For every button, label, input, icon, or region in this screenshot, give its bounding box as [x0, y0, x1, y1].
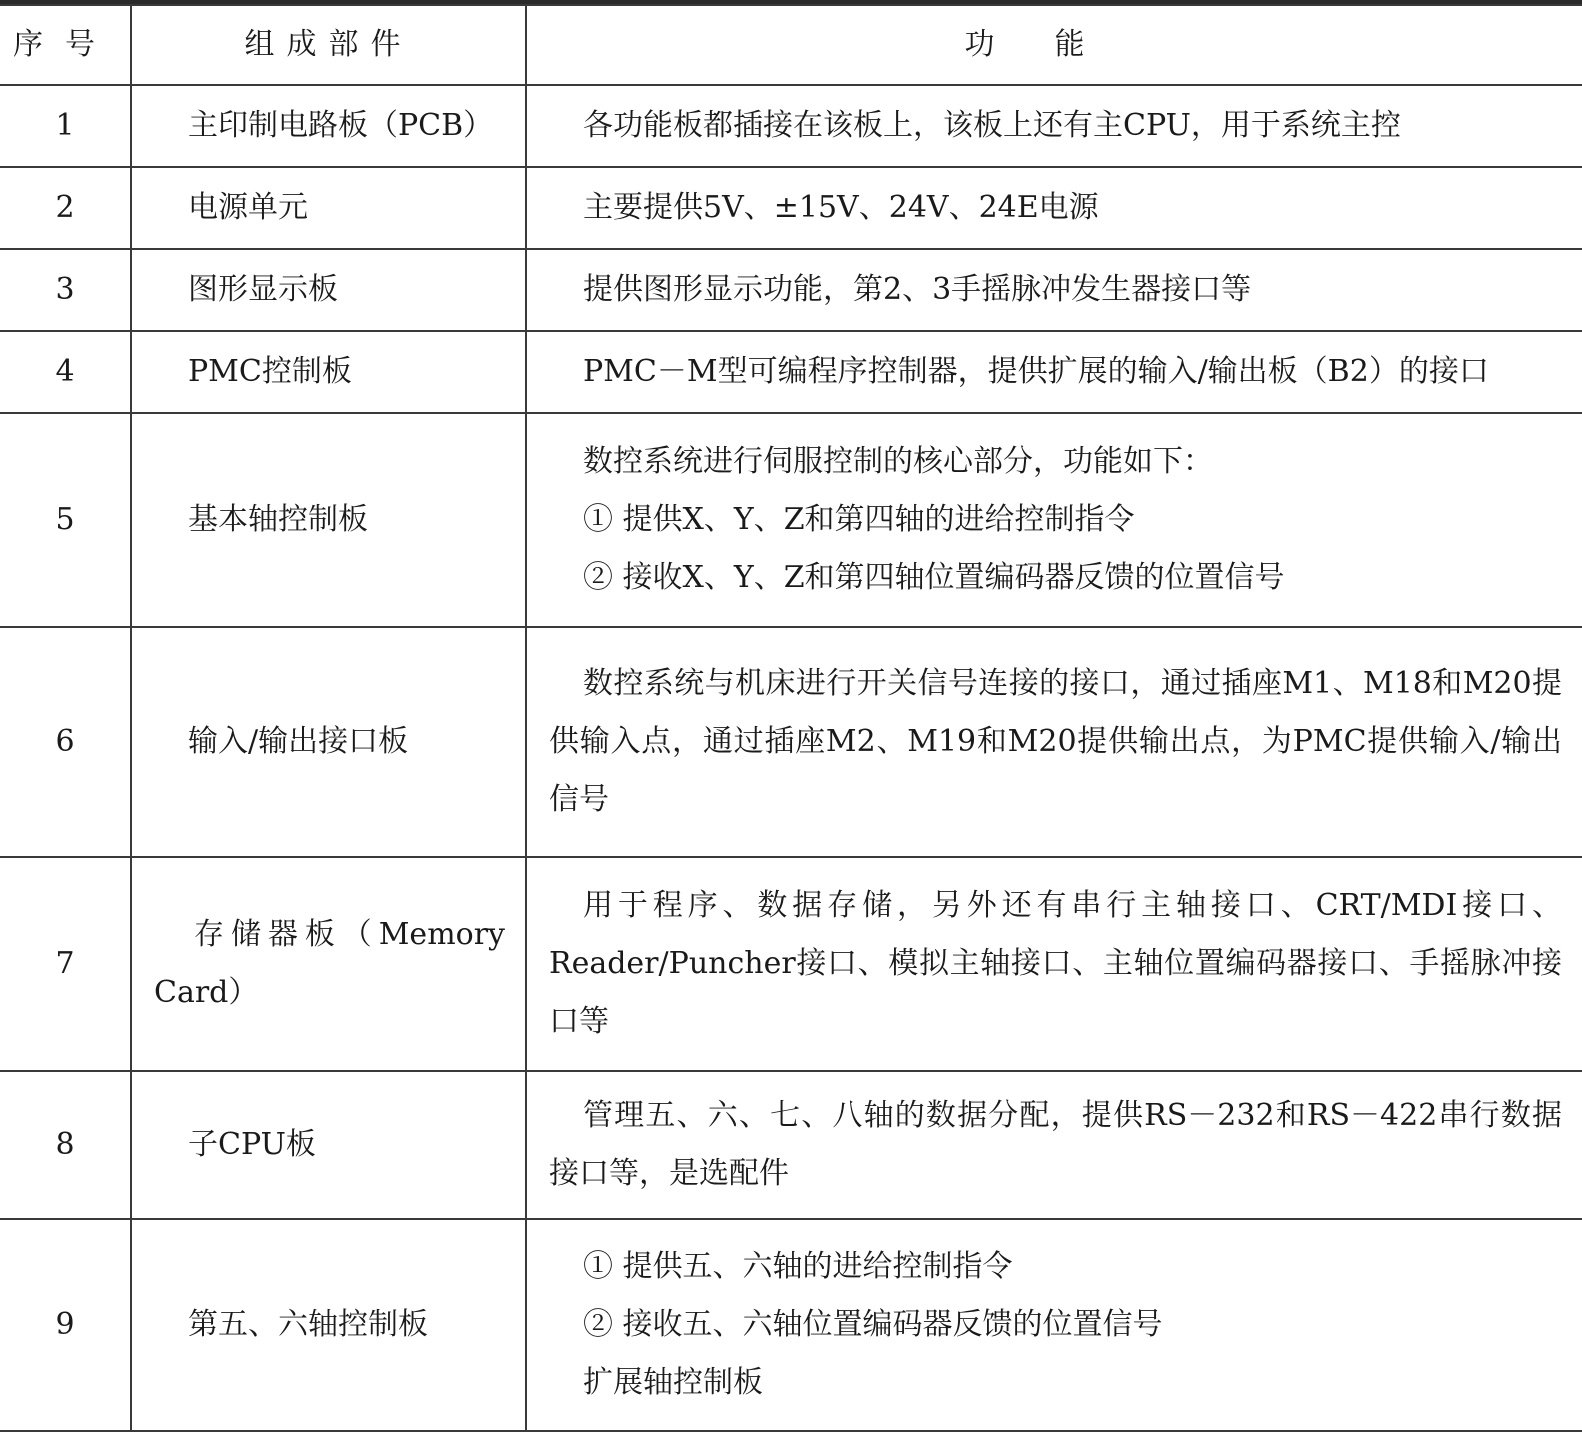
function-text: [527, 433, 1582, 607]
function-line: 数控系统进行伺服控制的核心部分，功能如下：: [583, 444, 1213, 479]
row-no: 6: [0, 627, 131, 857]
function-text: [527, 1238, 1582, 1412]
function-line: ① 提供X、Y、Z和第四轴的进给控制指令: [583, 502, 1135, 537]
row-function: [526, 627, 1582, 857]
row-no: 7: [0, 857, 131, 1071]
function-line: ② 接收X、Y、Z和第四轴位置编码器反馈的位置信号: [583, 560, 1285, 595]
row-part: [131, 857, 526, 1071]
row-no: 8: [0, 1071, 131, 1219]
row-function: [526, 1071, 1582, 1219]
function-text: 提供图形显示功能，第2、3手摇脉冲发生器接口等: [583, 272, 1252, 307]
part-label: 图形显示板: [188, 272, 338, 307]
function-text: 数控系统与机床进行开关信号连接的接口，通过插座M1、M18和M20提供输入点，通过插座M2、M19和M20提供输出点，为PMC提供输入/输出信号: [549, 666, 1562, 817]
row-no: 9: [0, 1219, 131, 1431]
function-text: 管理五、六、七、八轴的数据分配，提供RS－232和RS－422串行数据接口等，是选配件: [549, 1098, 1562, 1191]
row-function: [526, 331, 1582, 413]
part-label: 输入/输出接口板: [188, 724, 409, 759]
table-row: [0, 167, 1582, 249]
row-function: [526, 1219, 1582, 1431]
row-part: [131, 167, 526, 249]
function-line: 扩展轴控制板: [583, 1365, 763, 1400]
row-part: [131, 1071, 526, 1219]
table-row: [0, 627, 1582, 857]
function-line: ② 接收五、六轴位置编码器反馈的位置信号: [583, 1307, 1163, 1342]
part-label: 第五、六轴控制板: [188, 1307, 428, 1342]
header-part: 组成部件: [131, 5, 526, 85]
row-no: 4: [0, 331, 131, 413]
header-no: 序号: [0, 5, 131, 85]
part-label: 主印制电路板（PCB）: [188, 108, 494, 143]
table-row: [0, 331, 1582, 413]
row-function: [526, 167, 1582, 249]
table-row: [0, 249, 1582, 331]
components-table: [0, 4, 1582, 1432]
table-header-row: [0, 5, 1582, 85]
row-no: 1: [0, 85, 131, 167]
table-row: [0, 1071, 1582, 1219]
function-line: ① 提供五、六轴的进给控制指令: [583, 1249, 1013, 1284]
row-part: [131, 413, 526, 627]
function-text: 各功能板都插接在该板上，该板上还有主CPU，用于系统主控: [583, 108, 1401, 143]
row-no: 5: [0, 413, 131, 627]
row-function: [526, 857, 1582, 1071]
row-part: [131, 249, 526, 331]
row-function: [526, 85, 1582, 167]
part-label: 子CPU板: [188, 1127, 316, 1162]
table-row: [0, 857, 1582, 1071]
table-row: [0, 1219, 1582, 1431]
function-text: 用于程序、数据存储，另外还有串行主轴接口、CRT/MDI接口、Reader/Puncher接口、模拟主轴接口、主轴位置编码器接口、手摇脉冲接口等: [549, 888, 1562, 1039]
row-function: [526, 413, 1582, 627]
row-part: [131, 85, 526, 167]
table-row: [0, 413, 1582, 627]
part-label: PMC控制板: [188, 354, 352, 389]
part-label: 基本轴控制板: [188, 502, 368, 537]
row-function: [526, 249, 1582, 331]
function-text: PMC－M型可编程序控制器，提供扩展的输入/输出板（B2）的接口: [583, 354, 1489, 389]
row-part: [131, 627, 526, 857]
part-label: 电源单元: [188, 190, 308, 225]
part-label: 存储器板（Memory Card）: [154, 917, 505, 1010]
row-no: 3: [0, 249, 131, 331]
table-row: [0, 85, 1582, 167]
function-text: 主要提供5V、±15V、24V、24E电源: [583, 190, 1099, 225]
header-function: 功能: [526, 5, 1582, 85]
row-no: 2: [0, 167, 131, 249]
row-part: [131, 331, 526, 413]
row-part: [131, 1219, 526, 1431]
